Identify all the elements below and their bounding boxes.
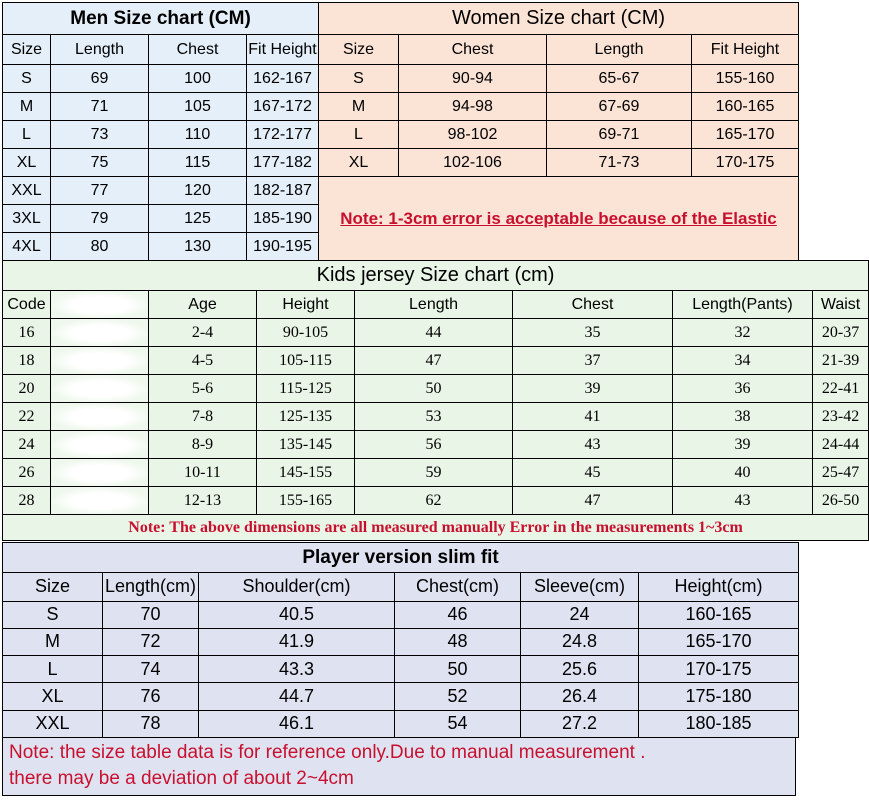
- men-cell: 185-190: [247, 205, 319, 233]
- kids-chart-title: Kids jersey Size chart (cm): [3, 261, 869, 291]
- player-header-height: Height(cm): [639, 573, 799, 601]
- women-chart-title: Women Size chart (CM): [319, 3, 799, 35]
- kids-cell: 39: [513, 375, 673, 403]
- player-cell: M: [3, 628, 103, 655]
- player-header-sleeve: Sleeve(cm): [521, 573, 639, 601]
- women-cell: 67-69: [547, 93, 692, 121]
- kids-cell: 32: [673, 319, 813, 347]
- kids-cell: 22: [3, 403, 51, 431]
- table-row: [3, 347, 869, 375]
- men-header-size: Size: [3, 35, 51, 65]
- player-cell: XXL: [3, 710, 103, 737]
- men-cell: L: [3, 121, 51, 149]
- kids-cell: 4-5: [149, 347, 257, 375]
- women-size-table: [318, 2, 799, 261]
- women-header-size: Size: [319, 35, 399, 65]
- kids-header-row: [3, 291, 869, 319]
- men-header-length: Length: [51, 35, 149, 65]
- men-header-chest: Chest: [149, 35, 247, 65]
- women-cell: 160-165: [692, 93, 799, 121]
- kids-cell: 39: [673, 431, 813, 459]
- kids-cell: 24: [3, 431, 51, 459]
- women-cell: 98-102: [399, 121, 547, 149]
- player-cell: 24: [521, 601, 639, 628]
- kids-cell: 53: [355, 403, 513, 431]
- kids-cell: 56: [355, 431, 513, 459]
- player-cell: 72: [103, 628, 199, 655]
- table-row: [3, 149, 319, 177]
- men-header-fit-height: Fit Height: [247, 35, 319, 65]
- player-cell: 165-170: [639, 628, 799, 655]
- kids-header-length-pants: Length(Pants): [673, 291, 813, 319]
- kids-cell: 22-41: [813, 375, 869, 403]
- player-cell: 24.8: [521, 628, 639, 655]
- player-cell: 27.2: [521, 710, 639, 737]
- player-cell: 54: [395, 710, 521, 737]
- kids-cell: 43: [513, 431, 673, 459]
- women-cell: XL: [319, 149, 399, 177]
- player-note: [2, 738, 796, 796]
- women-cell: 94-98: [399, 93, 547, 121]
- kids-cell: 24-44: [813, 431, 869, 459]
- kids-cell: 16: [3, 319, 51, 347]
- kids-cell: 40: [673, 459, 813, 487]
- player-cell: 46.1: [199, 710, 395, 737]
- player-header-shoulder: Shoulder(cm): [199, 573, 395, 601]
- kids-size-table: [2, 260, 869, 541]
- men-cell: 4XL: [3, 233, 51, 261]
- kids-cell-blurred: [51, 319, 149, 347]
- kids-cell: 23-42: [813, 403, 869, 431]
- kids-cell: 59: [355, 459, 513, 487]
- table-row: [3, 710, 799, 737]
- men-cell: 79: [51, 205, 149, 233]
- women-cell: 69-71: [547, 121, 692, 149]
- table-row: [3, 319, 869, 347]
- men-cell: 125: [149, 205, 247, 233]
- women-header-fit-height: Fit Height: [692, 35, 799, 65]
- women-cell: 102-106: [399, 149, 547, 177]
- women-header-length: Length: [547, 35, 692, 65]
- kids-cell: 45: [513, 459, 673, 487]
- men-cell: 130: [149, 233, 247, 261]
- men-size-table: [2, 2, 319, 261]
- kids-cell: 26-50: [813, 487, 869, 515]
- men-cell: 3XL: [3, 205, 51, 233]
- women-note-text: Note: 1-3cm error is acceptable because of the Elastic: [340, 208, 777, 228]
- men-cell: 162-167: [247, 65, 319, 93]
- women-cell: L: [319, 121, 399, 149]
- kids-cell: 38: [673, 403, 813, 431]
- women-cell: M: [319, 93, 399, 121]
- kids-header-length: Length: [355, 291, 513, 319]
- table-row: [3, 233, 319, 261]
- kids-header-code: Code: [3, 291, 51, 319]
- women-cell: 71-73: [547, 149, 692, 177]
- kids-cell: 25-47: [813, 459, 869, 487]
- kids-header-chest: Chest: [513, 291, 673, 319]
- player-size-table: [2, 542, 799, 738]
- kids-cell-blurred: [51, 347, 149, 375]
- kids-cell: 155-165: [257, 487, 355, 515]
- table-row: [319, 149, 799, 177]
- kids-cell: 37: [513, 347, 673, 375]
- player-cell: 25.6: [521, 656, 639, 683]
- kids-cell: 18: [3, 347, 51, 375]
- player-cell: S: [3, 601, 103, 628]
- player-header-size: Size: [3, 573, 103, 601]
- table-row: [319, 65, 799, 93]
- player-cell: 41.9: [199, 628, 395, 655]
- kids-cell: 5-6: [149, 375, 257, 403]
- men-cell: XL: [3, 149, 51, 177]
- table-row: [3, 459, 869, 487]
- men-cell: 75: [51, 149, 149, 177]
- women-note: [319, 177, 799, 261]
- player-header-length: Length(cm): [103, 573, 199, 601]
- women-cell: 165-170: [692, 121, 799, 149]
- player-header-chest: Chest(cm): [395, 573, 521, 601]
- kids-cell-blurred: [51, 487, 149, 515]
- women-header-chest: Chest: [399, 35, 547, 65]
- kids-cell: 43: [673, 487, 813, 515]
- table-row: [3, 93, 319, 121]
- player-header-row: [3, 573, 799, 601]
- kids-cell: 50: [355, 375, 513, 403]
- table-row: [3, 65, 319, 93]
- table-row: [3, 656, 799, 683]
- kids-cell-blurred: [51, 459, 149, 487]
- kids-header-age: Age: [149, 291, 257, 319]
- player-cell: 43.3: [199, 656, 395, 683]
- kids-cell: 10-11: [149, 459, 257, 487]
- top-section: [0, 0, 800, 260]
- kids-cell: 26: [3, 459, 51, 487]
- kids-cell: 7-8: [149, 403, 257, 431]
- table-row: [319, 121, 799, 149]
- kids-cell: 35: [513, 319, 673, 347]
- kids-cell: 34: [673, 347, 813, 375]
- kids-cell: 62: [355, 487, 513, 515]
- table-row: [3, 121, 319, 149]
- kids-cell-blurred: [51, 431, 149, 459]
- player-chart-title: Player version slim fit: [3, 543, 799, 573]
- table-row: [319, 93, 799, 121]
- men-cell: S: [3, 65, 51, 93]
- kids-cell: 135-145: [257, 431, 355, 459]
- player-cell: XL: [3, 683, 103, 710]
- kids-cell: 90-105: [257, 319, 355, 347]
- player-cell: L: [3, 656, 103, 683]
- player-cell: 180-185: [639, 710, 799, 737]
- women-cell: 65-67: [547, 65, 692, 93]
- men-cell: 100: [149, 65, 247, 93]
- kids-cell: 41: [513, 403, 673, 431]
- kids-cell: 28: [3, 487, 51, 515]
- men-cell: 167-172: [247, 93, 319, 121]
- table-row: [3, 628, 799, 655]
- women-cell: S: [319, 65, 399, 93]
- men-cell: XXL: [3, 177, 51, 205]
- kids-cell: 125-135: [257, 403, 355, 431]
- kids-cell: 8-9: [149, 431, 257, 459]
- table-row: [3, 205, 319, 233]
- kids-header-blurred: [51, 291, 149, 319]
- men-cell: 73: [51, 121, 149, 149]
- kids-cell: 105-115: [257, 347, 355, 375]
- men-cell: 71: [51, 93, 149, 121]
- men-cell: 77: [51, 177, 149, 205]
- player-cell: 48: [395, 628, 521, 655]
- kids-note: [3, 515, 869, 541]
- player-cell: 175-180: [639, 683, 799, 710]
- women-cell: 90-94: [399, 65, 547, 93]
- men-cell: 69: [51, 65, 149, 93]
- men-cell: 80: [51, 233, 149, 261]
- player-note-line1: Note: the size table data is for reference only.Due to manual measurement .: [9, 742, 646, 763]
- player-cell: 76: [103, 683, 199, 710]
- kids-header-waist: Waist: [813, 291, 869, 319]
- kids-cell: 36: [673, 375, 813, 403]
- player-cell: 40.5: [199, 601, 395, 628]
- men-chart-title: Men Size chart (CM): [3, 3, 319, 35]
- women-cell: 170-175: [692, 149, 799, 177]
- player-cell: 44.7: [199, 683, 395, 710]
- kids-cell: 20-37: [813, 319, 869, 347]
- table-row: [3, 601, 799, 628]
- kids-cell: 47: [355, 347, 513, 375]
- men-cell: 110: [149, 121, 247, 149]
- men-cell: 115: [149, 149, 247, 177]
- kids-cell-blurred: [51, 403, 149, 431]
- kids-cell: 44: [355, 319, 513, 347]
- men-cell: 172-177: [247, 121, 319, 149]
- table-row: [3, 683, 799, 710]
- player-note-line2: there may be a deviation of about 2~4cm: [9, 768, 354, 789]
- men-cell: 177-182: [247, 149, 319, 177]
- table-row: [3, 487, 869, 515]
- player-cell: 78: [103, 710, 199, 737]
- kids-note-text: Note: The above dimensions are all measured manually Error in the measurements 1~3cm: [128, 518, 743, 536]
- men-cell: 182-187: [247, 177, 319, 205]
- table-row: [3, 431, 869, 459]
- player-cell: 26.4: [521, 683, 639, 710]
- men-cell: 120: [149, 177, 247, 205]
- player-cell: 52: [395, 683, 521, 710]
- table-row: [3, 177, 319, 205]
- men-cell: 105: [149, 93, 247, 121]
- kids-cell: 47: [513, 487, 673, 515]
- player-cell: 50: [395, 656, 521, 683]
- kids-cell: 12-13: [149, 487, 257, 515]
- women-cell: 155-160: [692, 65, 799, 93]
- player-cell: 70: [103, 601, 199, 628]
- kids-cell: 21-39: [813, 347, 869, 375]
- player-cell: 46: [395, 601, 521, 628]
- player-cell: 74: [103, 656, 199, 683]
- kids-cell: 145-155: [257, 459, 355, 487]
- kids-cell: 2-4: [149, 319, 257, 347]
- kids-header-height: Height: [257, 291, 355, 319]
- player-cell: 170-175: [639, 656, 799, 683]
- table-row: [3, 403, 869, 431]
- table-row: [3, 375, 869, 403]
- kids-cell: 115-125: [257, 375, 355, 403]
- men-cell: 190-195: [247, 233, 319, 261]
- kids-cell: 20: [3, 375, 51, 403]
- kids-cell-blurred: [51, 375, 149, 403]
- men-cell: M: [3, 93, 51, 121]
- player-cell: 160-165: [639, 601, 799, 628]
